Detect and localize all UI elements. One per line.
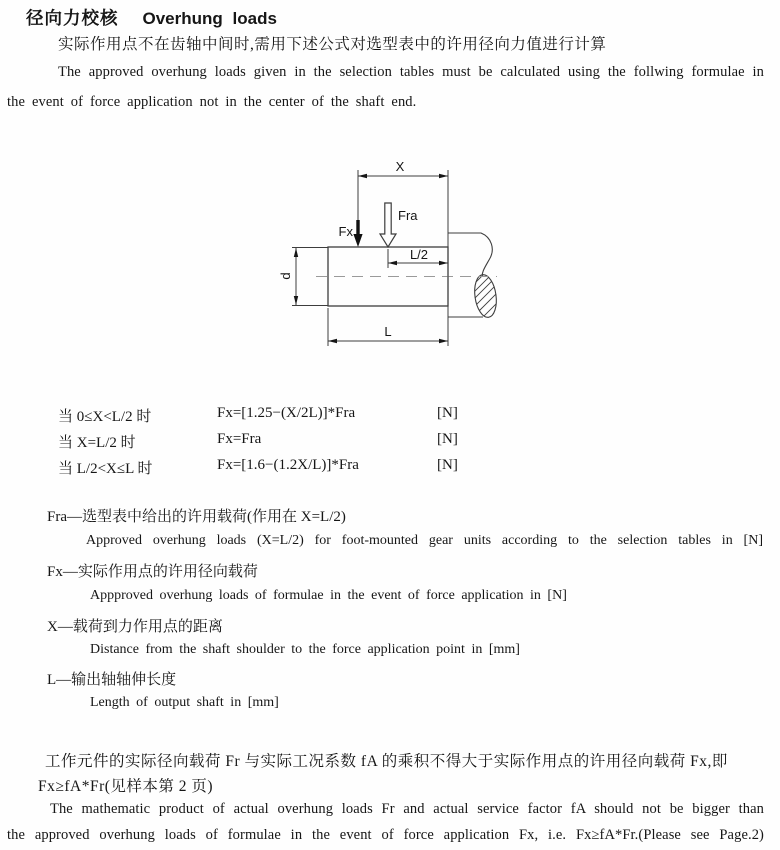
- page-title: [26, 5, 277, 30]
- formula-row-1: [0, 405, 780, 425]
- footer-en-line-2: the approved overhung loads of formulae in the event of force application Fx, i.e. Fx≥fA*Fr.(Please see Page.2): [7, 827, 764, 843]
- condition-2: 当 X=L/2 时: [58, 435, 136, 451]
- unit-2: [N]: [437, 431, 458, 447]
- label-fx: Fx: [338, 224, 353, 239]
- formula-row-3: [0, 457, 780, 477]
- shaft-load-diagram: [270, 148, 590, 360]
- label-l-half: L/2: [409, 247, 429, 262]
- dimension-l: [328, 324, 448, 343]
- intro-zh-line: 实际作用点不在齿轴中间时,需用下述公式对选型表中的许用径向力值进行计算: [58, 36, 607, 53]
- dimension-d: [278, 248, 298, 305]
- condition-3: 当 L/2<X≤L 时: [58, 461, 153, 477]
- fx-force-arrow: [339, 220, 363, 247]
- footer-zh-line-1: 工作元件的实际径向载荷 Fr 与实际工况系数 fA 的乘积不得大于实际作用点的许用径向载荷 Fx,即: [45, 753, 728, 770]
- expression-2: Fx=Fra: [217, 431, 262, 447]
- footer-en-line-1: The mathematic product of actual overhung loads Fr and actual service factor fA should not be bigger than: [50, 801, 764, 817]
- condition-1: 当 0≤X<L/2 时: [58, 409, 152, 425]
- definition-term-fra: Fra—选型表中给出的许用载荷(作用在 X=L/2): [47, 509, 346, 525]
- definition-desc-l: Length of output shaft in [mm]: [90, 695, 279, 710]
- expression-1: Fx=[1.25−(X/2L)]*Fra: [217, 405, 356, 421]
- page-title-en: Overhung loads: [142, 9, 277, 28]
- dimension-x: [358, 159, 448, 178]
- expression-3: Fx=[1.6−(1.2X/L)]*Fra: [217, 457, 359, 473]
- definition-term-fx: Fx—实际作用点的许用径向载荷: [47, 564, 258, 580]
- label-d: d: [278, 272, 293, 280]
- intro-en-line-2: the event of force application not in the center of the shaft end.: [7, 94, 417, 110]
- unit-1: [N]: [437, 405, 458, 421]
- footer-zh-line-2: Fx≥fA*Fr(见样本第 2 页): [38, 778, 214, 795]
- definition-desc-fra: Approved overhung loads (X=L/2) for foot-mounted gear units according to the selection tables in [N]: [86, 533, 763, 548]
- definition-desc-fx: Appproved overhung loads of formulae in the event of force application in [N]: [90, 588, 567, 603]
- intro-en-line-1: The approved overhung loads given in the selection tables must be calculated using the follwing formulae in: [58, 64, 764, 80]
- fra-force-arrow: [380, 203, 418, 247]
- label-l: L: [384, 324, 392, 339]
- formula-row-2: [0, 431, 780, 451]
- page-title-zh: 径向力校核: [26, 8, 119, 28]
- definition-term-l: L—输出轴轴伸长度: [47, 672, 177, 688]
- definition-desc-x: Distance from the shaft shoulder to the force application point in [mm]: [90, 642, 520, 657]
- label-fra: Fra: [398, 208, 418, 223]
- label-x: X: [395, 159, 405, 174]
- definition-term-x: X—载荷到力作用点的距离: [47, 619, 223, 635]
- unit-3: [N]: [437, 457, 458, 473]
